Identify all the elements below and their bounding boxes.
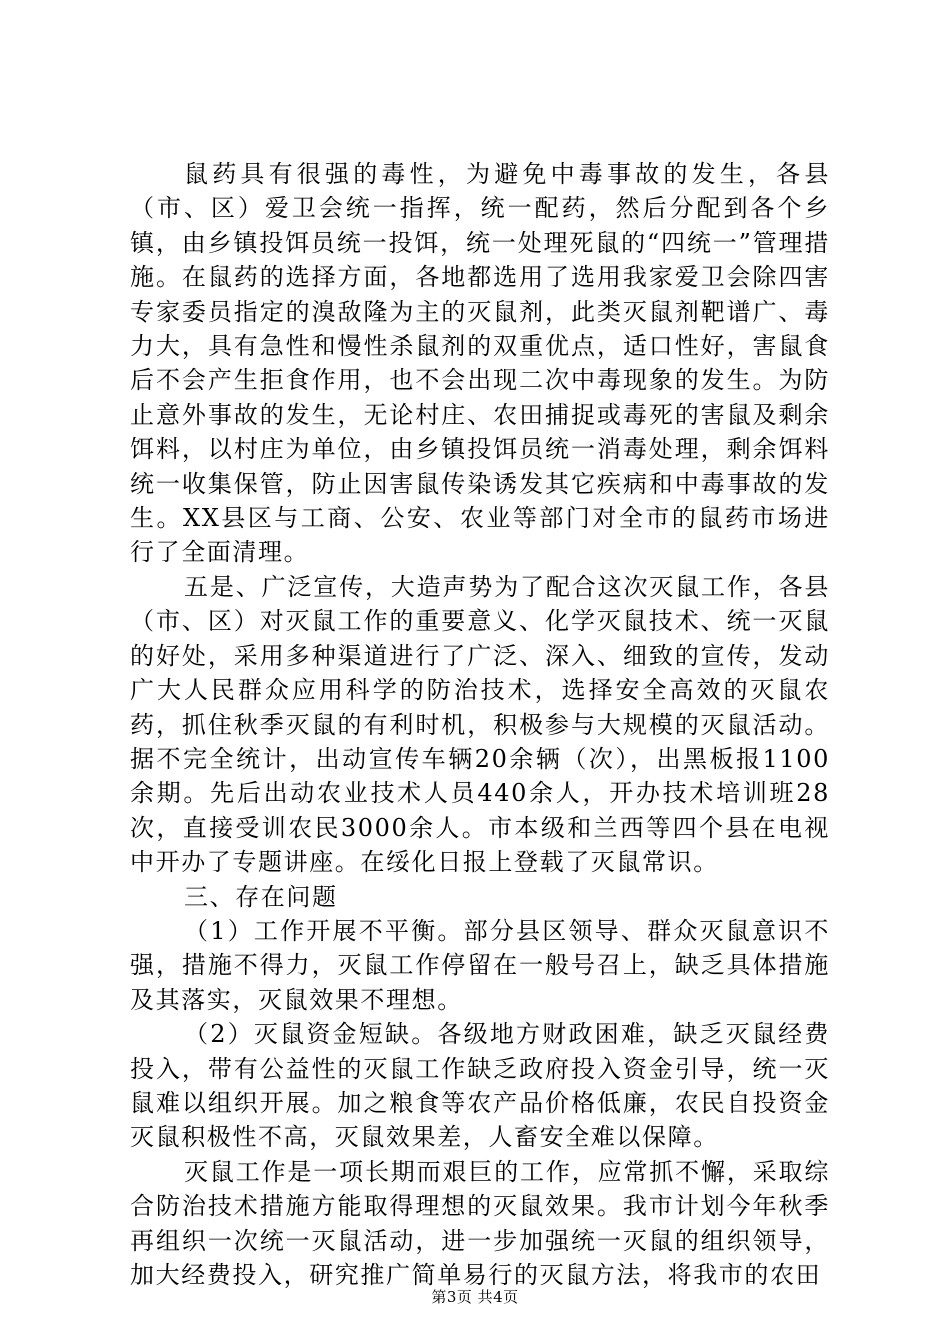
paragraph-problem-1: （1）工作开展不平衡。部分县区领导、群众灭鼠意识不强，措施不得力，灭鼠工作停留在一般号召上，缺乏具体措施及其落实，灭鼠效果不理想。 — [130, 916, 830, 1014]
page-number-footer: 第3页 共4页 — [431, 1288, 519, 1306]
section-heading-problems: 三、存在问题 — [184, 882, 338, 911]
paragraph-problem-2: （2）灭鼠资金短缺。各级地方财政困难，缺乏灭鼠经费投入，带有公益性的灭鼠工作缺乏政府投入资金引导，统一灭鼠难以组织开展。加之粮食等农产品价格低廉，农民自投资金灭鼠积极性不高，灭鼠效果差，人畜安全难以保障。 — [130, 1020, 830, 1152]
paragraph-rodenticide-management: 鼠药具有很强的毒性，为避免中毒事故的发生，各县（市、区）爱卫会统一指挥，统一配药，然后分配到各个乡镇，由乡镇投饵员统一投饵，统一处理死鼠的“四统一”管理措施。在鼠药的选择方面，各地都选用了选用我家爱卫会除四害专家委员指定的溴敌隆为主的灭鼠剂，此类灭鼠剂靶谱广、毒力大，具有急性和慢性杀鼠剂的双重优点，适口性好，害鼠食后不会产生拒食作用，也不会出现二次中毒现象的发生。为防止意外事故的发生，无论村庄、农田捕捉或毒死的害鼠及剩余饵料，以村庄为单位，由乡镇投饵员统一消毒处理，剩余饵料统一收集保管，防止因害鼠传染诱发其它疾病和中毒事故的发生。XX县区与工商、公安、农业等部门对全市的鼠药市场进行了全面清理。 — [130, 160, 830, 567]
paragraph-publicity: 五是、广泛宣传，大造声势为了配合这次灭鼠工作，各县（市、区）对灭鼠工作的重要意义、化学灭鼠技术、统一灭鼠的好处，采用多种渠道进行了广泛、深入、细致的宣传，发动广大人民群众应用科学的防治技术，选择安全高效的灭鼠农药，抓住秋季灭鼠的有利时机，积极参与大规模的灭鼠活动。据不完全统计，出动宣传车辆20余辆（次），出黑板报1100余期。先后出动农业技术人员440余人，开办技术培训班28次，直接受训农民3000余人。市本级和兰西等四个县在电视中开办了专题讲座。在绥化日报上登载了灭鼠常识。 — [130, 572, 830, 877]
document-body — [130, 157, 830, 1292]
paragraph-conclusion: 灭鼠工作是一项长期而艰巨的工作，应常抓不懈，采取综合防治技术措施方能取得理想的灭鼠效果。我市计划今年秋季再组织一次统一灭鼠活动，进一步加强统一灭鼠的组织领导，加大经费投入，研究推广简单易行的灭鼠方法，将我市的农田 — [130, 1157, 830, 1289]
